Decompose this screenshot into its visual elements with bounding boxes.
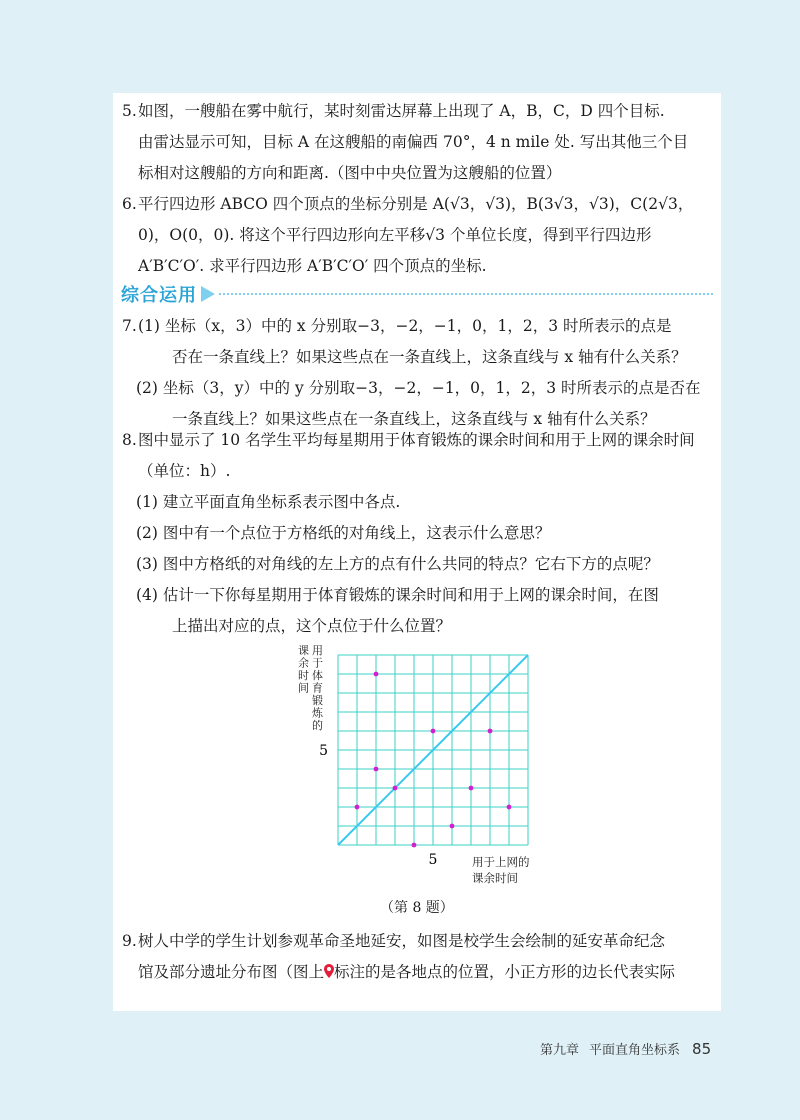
data-point (507, 805, 512, 810)
y-tick-label: 5 (319, 743, 328, 759)
data-point (488, 729, 493, 734)
location-pin-icon (324, 964, 334, 978)
chapter-title: 平面直角坐标系 (589, 1043, 681, 1058)
scatter-chart (288, 642, 548, 902)
triangle-arrow-icon (201, 286, 215, 302)
sub-question-cont: 上描出对应的点，这个点位于什么位置？ (172, 617, 452, 635)
data-point (374, 672, 379, 677)
problem-5 (122, 96, 716, 189)
y-axis-label: 用于体育锻炼的课余时间 (298, 644, 323, 732)
page-footer (540, 1039, 711, 1058)
section-title: 综合运用 (121, 285, 197, 306)
problem-line: 图中显示了 10 名学生平均每星期用于体育锻炼的课余时间和用于上网的课余时间 (138, 431, 695, 449)
dotted-divider (219, 293, 713, 295)
sub-question: (2) 图中有一个点位于方格纸的对角线上，这表示什么意思？ (136, 524, 551, 542)
sub-question: (1) 建立平面直角坐标系表示图中各点. (136, 493, 401, 511)
problem-line: 由雷达显示可知，目标 A 在这艘船的南偏西 70°，4 n mile 处. 写出其他三个目 (138, 133, 689, 151)
data-point (450, 824, 455, 829)
problem-line: （单位：h）. (138, 462, 231, 480)
data-point (374, 767, 379, 772)
problem-line: 标注的是各地点的位置，小正方形的边长代表实际 (334, 963, 676, 981)
sub-question: (4) 估计一下你每星期用于体育锻炼的课余时间和用于上网的课余时间，在图 (136, 586, 659, 604)
problem-number: 7. (122, 317, 137, 335)
problem-line: 一条直线上？如果这些点在一条直线上，这条直线与 x 轴有什么关系？ (172, 410, 656, 428)
scatter-figure (288, 642, 548, 902)
section-header (121, 280, 713, 308)
problem-number: 8. (122, 431, 137, 449)
problem-7 (122, 311, 716, 435)
problem-number: 6. (122, 195, 137, 213)
page-number: 85 (692, 1040, 712, 1058)
problem-line: 树人中学的学生计划参观革命圣地延安，如图是校学生会绘制的延安革命纪念 (138, 932, 666, 950)
problem-8 (122, 425, 716, 642)
problem-line: 馆及部分遗址分布图（图上 (138, 963, 325, 981)
problem-line: 0)，O(0，0). 将这个平行四边形向左平移√3 个单位长度，得到平行四边形 (138, 226, 652, 244)
problem-9 (122, 926, 716, 988)
chapter-number: 第九章 (540, 1043, 580, 1058)
problem-line: 坐标（x，3）中的 x 分别取−3，−2，−1，0，1，2，3 时所表示的点是 (164, 317, 672, 335)
problem-line: 平行四边形 ABCO 四个顶点的坐标分别是 A(√3，√3)，B(3√3，√3)，C(2√3， (138, 195, 694, 213)
problem-line: 如图，一艘船在雾中航行，某时刻雷达屏幕上出现了 A，B，C，D 四个目标. (138, 102, 665, 120)
figure-caption: （第 8 题） (380, 900, 454, 916)
data-point (355, 805, 360, 810)
problem-line: 否在一条直线上？如果这些点在一条直线上，这条直线与 x 轴有什么关系？ (172, 348, 687, 366)
problem-number: 9. (122, 932, 137, 950)
data-point (469, 786, 474, 791)
problem-6 (122, 189, 716, 282)
sub-label: (1) (138, 317, 160, 335)
data-point (431, 729, 436, 734)
problem-number: 5. (122, 102, 137, 120)
x-tick-label: 5 (428, 852, 438, 868)
sub-question: (3) 图中方格纸的对角线的左上方的点有什么共同的特点？它右下方的点呢？ (136, 555, 659, 573)
data-point (393, 786, 398, 791)
x-axis-label: 用于上网的课余时间 (472, 855, 530, 885)
problem-line: 标相对这艘船的方向和距离.（图中中央位置为这艘船的位置） (138, 164, 562, 182)
problem-line: A′B′C′O′. 求平行四边形 A′B′C′O′ 四个顶点的坐标. (138, 257, 487, 275)
problem-line: 坐标（3，y）中的 y 分别取−3，−2，−1，0，1，2，3 时所表示的点是否在 (162, 379, 701, 397)
data-point (412, 843, 417, 848)
sub-label: (2) (136, 379, 158, 397)
